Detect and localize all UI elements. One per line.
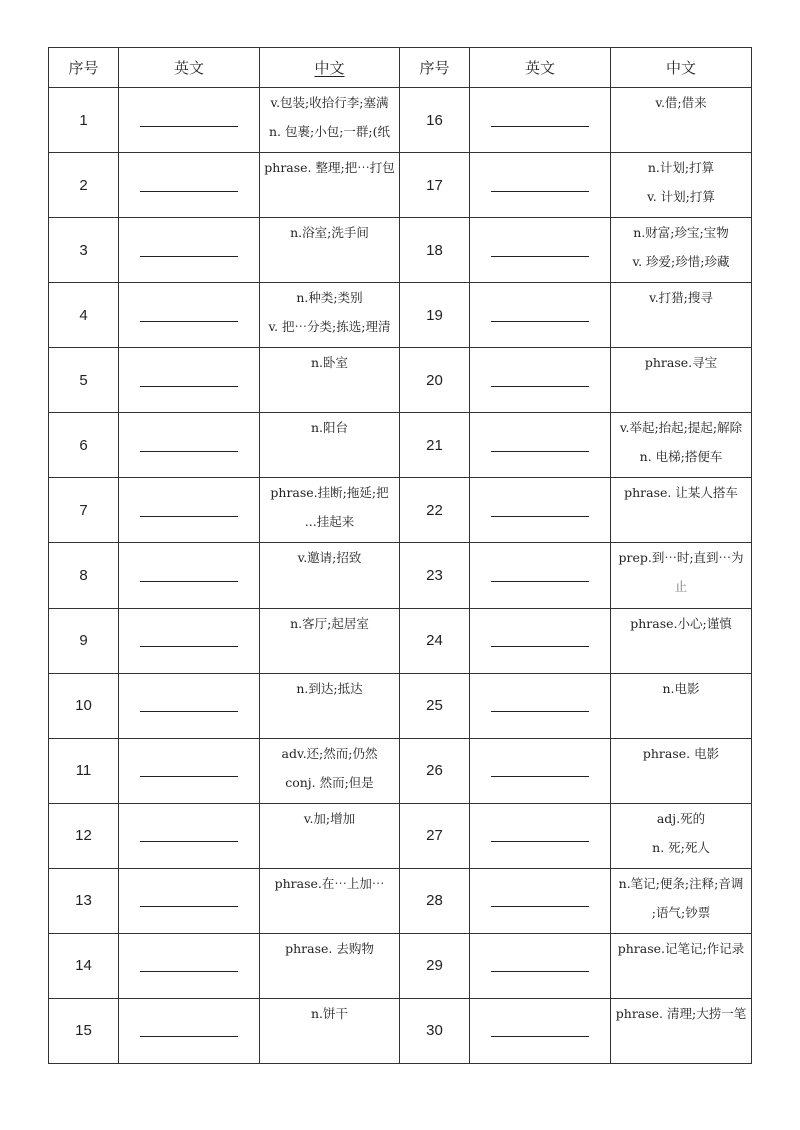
answer-blank-line[interactable]: [491, 516, 589, 517]
meaning-line: phrase. 让某人搭车: [624, 485, 738, 501]
meaning-line: adv.还;然而;仍然: [281, 745, 378, 761]
item-number-left: 4: [49, 283, 119, 348]
table-row: [49, 933, 752, 998]
answer-blank-line[interactable]: [491, 581, 589, 582]
answer-blank-line[interactable]: [140, 711, 238, 712]
english-answer-cell-right: [470, 88, 611, 153]
english-answer-cell-right: [470, 933, 611, 998]
chinese-meaning-cell-right: [611, 478, 752, 543]
item-number-right: 23: [400, 543, 470, 608]
english-answer-cell-right: [470, 283, 611, 348]
chinese-meaning-cell-left: [260, 608, 400, 673]
item-number-left: 9: [49, 608, 119, 673]
chinese-meaning-cell-left: [260, 478, 400, 543]
table-row: [49, 608, 752, 673]
answer-blank-line[interactable]: [140, 906, 238, 907]
answer-blank-line[interactable]: [491, 711, 589, 712]
header-chinese-right: 中文: [611, 48, 752, 88]
answer-blank-line[interactable]: [140, 386, 238, 387]
chinese-meaning-cell-left: [260, 998, 400, 1063]
meaning-line: adj.死的: [656, 810, 706, 826]
meaning-line: phrase. 去购物: [285, 940, 374, 956]
meaning-line: phrase. 整理;把⋯打包: [264, 160, 395, 176]
meaning-line: ;语气;钞票: [651, 904, 711, 920]
item-number-right: 26: [400, 738, 470, 803]
english-answer-cell-right: [470, 608, 611, 673]
meaning-line: phrase.寻宝: [644, 355, 718, 371]
chinese-meaning-cell-left: [260, 413, 400, 478]
chinese-meaning-cell-right: [611, 153, 752, 218]
meaning-line: n.计划;打算: [647, 160, 715, 176]
answer-blank-line[interactable]: [491, 906, 589, 907]
item-number-right: 27: [400, 803, 470, 868]
meaning-line: phrase. 清理;大捞一笔: [615, 1005, 747, 1021]
meaning-line: phrase.在⋯上加⋯: [274, 875, 385, 891]
chinese-meaning-cell-left: [260, 933, 400, 998]
english-answer-cell-left: [119, 348, 260, 413]
chinese-meaning-cell-left: [260, 348, 400, 413]
meaning-line: n.笔记;便条;注释;音调: [618, 875, 744, 891]
meaning-line: n.阳台: [310, 420, 349, 436]
meaning-line: n.种类;类别: [296, 290, 363, 306]
item-number-left: 1: [49, 88, 119, 153]
chinese-meaning-cell-left: [260, 88, 400, 153]
item-number-left: 13: [49, 868, 119, 933]
english-answer-cell-right: [470, 413, 611, 478]
chinese-meaning-cell-right: [611, 413, 752, 478]
meaning-line: v. 把⋯分类;拣选;理清: [268, 319, 391, 335]
meaning-line: n.浴室;洗手间: [290, 225, 369, 241]
table-row: [49, 998, 752, 1063]
vocabulary-table: [48, 47, 752, 1064]
item-number-right: 16: [400, 88, 470, 153]
answer-blank-line[interactable]: [491, 256, 589, 257]
meaning-line: v.打猎;搜寻: [649, 290, 713, 306]
meaning-line: phrase. 电影: [642, 745, 720, 761]
meaning-line: n.财富;珍宝;宝物: [633, 225, 729, 241]
table-row: [49, 153, 752, 218]
chinese-meaning-cell-right: [611, 348, 752, 413]
item-number-right: 18: [400, 218, 470, 283]
meaning-line: v. 珍爱;珍惜;珍藏: [632, 254, 730, 270]
meaning-line: ...挂起来: [304, 514, 355, 530]
answer-blank-line[interactable]: [491, 451, 589, 452]
answer-blank-line[interactable]: [491, 776, 589, 777]
item-number-left: 7: [49, 478, 119, 543]
meaning-line: v. 计划;打算: [647, 189, 715, 205]
header-english-left: 英文: [119, 48, 260, 88]
item-number-right: 30: [400, 998, 470, 1063]
answer-blank-line[interactable]: [491, 841, 589, 842]
table-row: [49, 348, 752, 413]
chinese-meaning-cell-right: [611, 803, 752, 868]
header-number-right: 序号: [400, 48, 470, 88]
english-answer-cell-left: [119, 478, 260, 543]
item-number-right: 20: [400, 348, 470, 413]
answer-blank-line[interactable]: [491, 386, 589, 387]
meaning-line: prep.到⋯时;直到⋯为: [618, 550, 744, 566]
meaning-line: v.举起;抬起;提起;解除: [619, 420, 743, 436]
english-answer-cell-right: [470, 348, 611, 413]
chinese-meaning-cell-left: [260, 153, 400, 218]
answer-blank-line[interactable]: [491, 321, 589, 322]
chinese-meaning-cell-right: [611, 543, 752, 608]
chinese-meaning-cell-right: [611, 933, 752, 998]
answer-blank-line[interactable]: [140, 126, 238, 127]
header-chinese-left: 中文: [260, 48, 400, 88]
table-row: [49, 738, 752, 803]
item-number-left: 12: [49, 803, 119, 868]
answer-blank-line[interactable]: [491, 646, 589, 647]
english-answer-cell-left: [119, 283, 260, 348]
item-number-right: 29: [400, 933, 470, 998]
chinese-meaning-cell-right: [611, 673, 752, 738]
meaning-line: phrase.挂断;拖延;把: [270, 485, 389, 501]
answer-blank-line[interactable]: [140, 971, 238, 972]
meaning-line: v.借;借来: [655, 95, 707, 110]
english-answer-cell-left: [119, 608, 260, 673]
chinese-meaning-cell-right: [611, 88, 752, 153]
item-number-right: 17: [400, 153, 470, 218]
english-answer-cell-right: [470, 153, 611, 218]
english-answer-cell-left: [119, 868, 260, 933]
item-number-right: 22: [400, 478, 470, 543]
meaning-line: v.包装;收拾行李;塞满: [270, 95, 389, 110]
chinese-meaning-cell-right: [611, 218, 752, 283]
meaning-line: conj. 然而;但是: [285, 774, 374, 790]
english-answer-cell-right: [470, 543, 611, 608]
item-number-left: 5: [49, 348, 119, 413]
chinese-meaning-cell-right: [611, 608, 752, 673]
item-number-left: 2: [49, 153, 119, 218]
table-row: [49, 88, 752, 153]
chinese-meaning-cell-right: [611, 283, 752, 348]
meaning-line: phrase.记笔记;作记录: [617, 940, 745, 956]
chinese-meaning-cell-left: [260, 283, 400, 348]
item-number-right: 19: [400, 283, 470, 348]
meaning-line: n.到达;抵达: [296, 680, 363, 696]
answer-blank-line[interactable]: [140, 256, 238, 257]
english-answer-cell-right: [470, 738, 611, 803]
answer-blank-line[interactable]: [491, 1036, 589, 1037]
english-answer-cell-right: [470, 478, 611, 543]
meaning-line: v.加;增加: [303, 810, 356, 826]
meaning-line: v.邀请;招致: [297, 550, 362, 566]
meaning-line: n. 电梯;搭便车: [639, 449, 723, 465]
answer-blank-line[interactable]: [140, 581, 238, 582]
answer-blank-line[interactable]: [140, 191, 238, 192]
english-answer-cell-left: [119, 88, 260, 153]
item-number-left: 14: [49, 933, 119, 998]
item-number-left: 15: [49, 998, 119, 1063]
meaning-line: n.电影: [662, 680, 700, 696]
header-number-left: 序号: [49, 48, 119, 88]
table-row: [49, 283, 752, 348]
header-english-right: 英文: [470, 48, 611, 88]
table-row: [49, 413, 752, 478]
chinese-meaning-cell-right: [611, 738, 752, 803]
chinese-meaning-cell-left: [260, 543, 400, 608]
answer-blank-line[interactable]: [140, 451, 238, 452]
english-answer-cell-right: [470, 673, 611, 738]
table-row: [49, 478, 752, 543]
answer-blank-line[interactable]: [140, 776, 238, 777]
chinese-meaning-cell-right: [611, 998, 752, 1063]
item-number-right: 25: [400, 673, 470, 738]
meaning-line: phrase.小心;谨慎: [630, 615, 732, 631]
answer-blank-line[interactable]: [491, 126, 589, 127]
chinese-meaning-cell-left: [260, 803, 400, 868]
english-answer-cell-left: [119, 998, 260, 1063]
meaning-line: 止: [674, 579, 688, 595]
english-answer-cell-right: [470, 803, 611, 868]
answer-blank-line[interactable]: [140, 646, 238, 647]
english-answer-cell-left: [119, 543, 260, 608]
answer-blank-line[interactable]: [140, 321, 238, 322]
table-row: [49, 543, 752, 608]
chinese-meaning-cell-left: [260, 673, 400, 738]
table-row: [49, 868, 752, 933]
meaning-line: n.客厅;起居室: [290, 615, 369, 631]
chinese-meaning-cell-left: [260, 868, 400, 933]
item-number-right: 21: [400, 413, 470, 478]
answer-blank-line[interactable]: [491, 971, 589, 972]
item-number-right: 24: [400, 608, 470, 673]
english-answer-cell-left: [119, 673, 260, 738]
chinese-meaning-cell-left: [260, 738, 400, 803]
meaning-line: n.卧室: [310, 355, 349, 371]
item-number-right: 28: [400, 868, 470, 933]
table-row: [49, 803, 752, 868]
english-answer-cell-right: [470, 218, 611, 283]
english-answer-cell-right: [470, 998, 611, 1063]
english-answer-cell-left: [119, 153, 260, 218]
english-answer-cell-left: [119, 413, 260, 478]
english-answer-cell-left: [119, 738, 260, 803]
chinese-meaning-cell-right: [611, 868, 752, 933]
item-number-left: 10: [49, 673, 119, 738]
english-answer-cell-left: [119, 218, 260, 283]
answer-blank-line[interactable]: [491, 191, 589, 192]
item-number-left: 8: [49, 543, 119, 608]
answer-blank-line[interactable]: [140, 1036, 238, 1037]
item-number-left: 3: [49, 218, 119, 283]
table-header-row: [49, 48, 752, 88]
meaning-line: n. 死;死人: [652, 839, 710, 855]
english-answer-cell-left: [119, 933, 260, 998]
meaning-line: n. 包裹;小包;一群;(纸: [268, 124, 390, 139]
meaning-line: n.饼干: [310, 1005, 349, 1021]
item-number-left: 6: [49, 413, 119, 478]
table-row: [49, 673, 752, 738]
answer-blank-line[interactable]: [140, 841, 238, 842]
table-row: [49, 218, 752, 283]
answer-blank-line[interactable]: [140, 516, 238, 517]
english-answer-cell-left: [119, 803, 260, 868]
chinese-meaning-cell-left: [260, 218, 400, 283]
item-number-left: 11: [49, 738, 119, 803]
english-answer-cell-right: [470, 868, 611, 933]
